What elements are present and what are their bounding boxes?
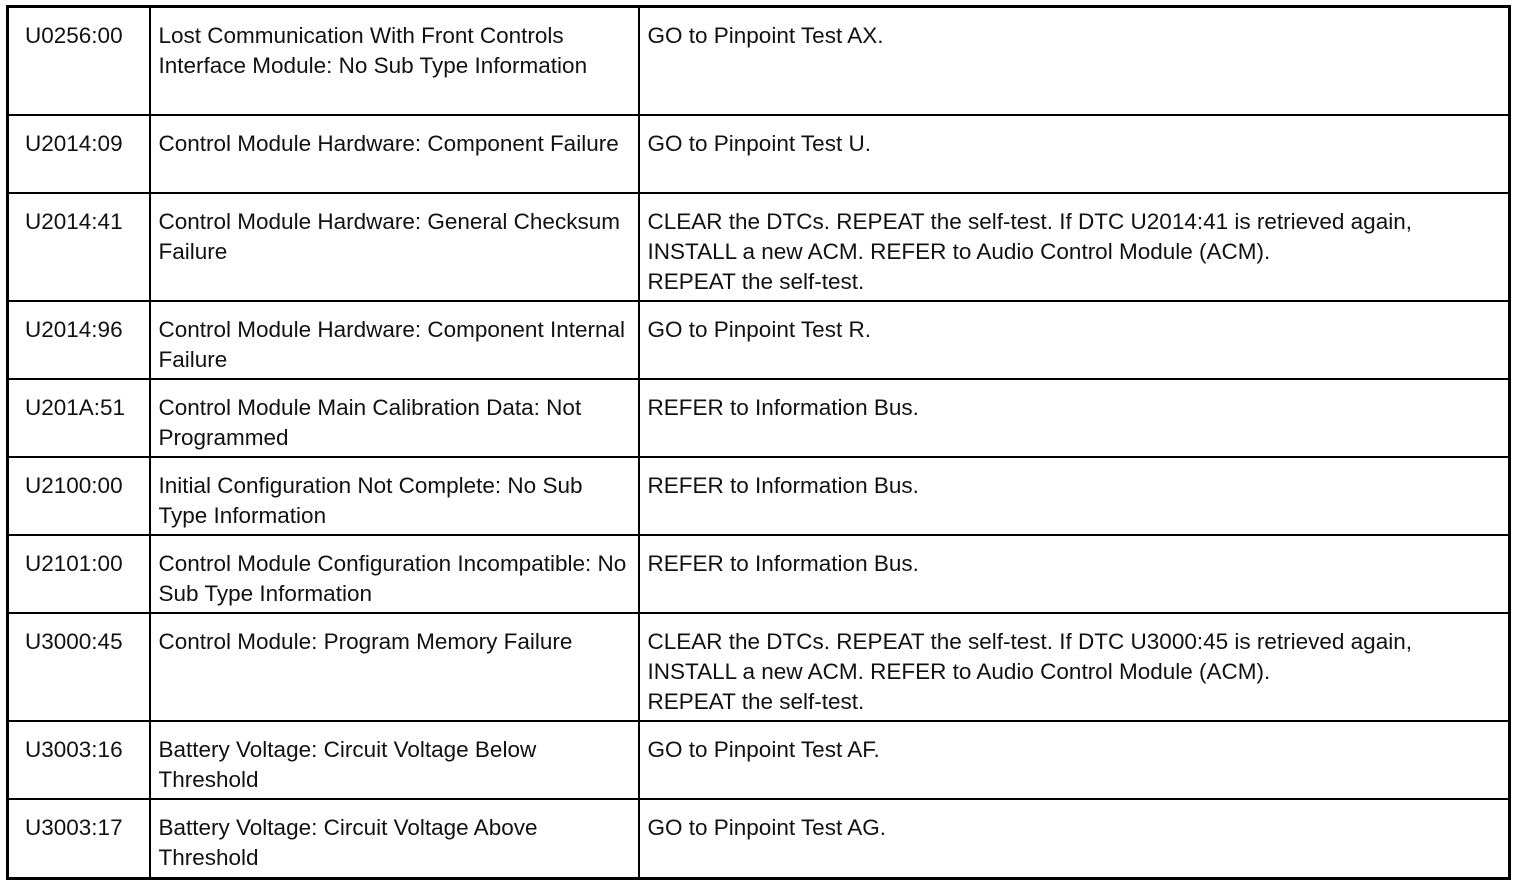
dtc-description: Control Module Main Calibration Data: Not Programmed [158, 394, 582, 450]
table-row [8, 535, 1510, 613]
dtc-code: U2014:41 [25, 208, 123, 234]
dtc-action: GO to Pinpoint Test U. [647, 130, 871, 156]
dtc-action-cell [639, 613, 1510, 721]
dtc-code: U2100:00 [25, 472, 123, 498]
dtc-action: GO to Pinpoint Test R. [647, 316, 871, 342]
dtc-action-cell [639, 379, 1510, 457]
dtc-action: GO to Pinpoint Test AG. [647, 814, 886, 840]
dtc-code-cell [8, 301, 150, 379]
dtc-action-cell [639, 301, 1510, 379]
dtc-description-cell [150, 721, 639, 799]
dtc-code: U3003:16 [25, 736, 123, 762]
dtc-description-cell [150, 379, 639, 457]
dtc-action: REFER to Information Bus. [647, 394, 919, 420]
dtc-table [6, 5, 1511, 880]
dtc-action-cell [639, 193, 1510, 301]
dtc-action: REFER to Information Bus. [647, 472, 919, 498]
table-row [8, 301, 1510, 379]
dtc-description: Lost Communication With Front Controls Interface Module: No Sub Type Information [158, 23, 588, 78]
dtc-table-body [8, 7, 1510, 879]
dtc-description-cell [150, 301, 639, 379]
dtc-description: Control Module: Program Memory Failure [158, 628, 573, 654]
dtc-description-cell [150, 535, 639, 613]
dtc-action: GO to Pinpoint Test AF. [647, 736, 880, 762]
table-row [8, 799, 1510, 879]
dtc-code: U3003:17 [25, 814, 123, 840]
dtc-code: U2014:09 [25, 130, 123, 156]
dtc-action: REFER to Information Bus. [647, 550, 919, 576]
dtc-code: U2101:00 [25, 550, 123, 576]
dtc-description-cell [150, 193, 639, 301]
dtc-description: Battery Voltage: Circuit Voltage Below Threshold [158, 736, 537, 792]
dtc-action-cell [639, 799, 1510, 879]
dtc-code-cell [8, 613, 150, 721]
dtc-code-cell [8, 535, 150, 613]
dtc-code-cell [8, 379, 150, 457]
dtc-code-cell [8, 799, 150, 879]
dtc-description-cell [150, 457, 639, 535]
dtc-code: U3000:45 [25, 628, 123, 654]
table-row [8, 379, 1510, 457]
dtc-code-cell [8, 721, 150, 799]
dtc-code: U2014:96 [25, 316, 123, 342]
dtc-code-cell [8, 115, 150, 193]
dtc-code-cell [8, 193, 150, 301]
dtc-description: Battery Voltage: Circuit Voltage Above Threshold [158, 814, 538, 870]
dtc-code: U0256:00 [25, 23, 123, 48]
dtc-description: Initial Configuration Not Complete: No Sub Type Information [158, 472, 583, 528]
table-row [8, 7, 1510, 115]
dtc-description-cell [150, 7, 639, 115]
dtc-code-cell [8, 457, 150, 535]
dtc-action: CLEAR the DTCs. REPEAT the self-test. If DTC U2014:41 is retrieved again, INSTALL a new ACM. REFER to Audio Control Module (ACM). REPEAT the self-test. [647, 208, 1412, 294]
dtc-code: U201A:51 [25, 394, 126, 420]
dtc-description-cell [150, 613, 639, 721]
dtc-action-cell [639, 721, 1510, 799]
table-row [8, 193, 1510, 301]
table-row [8, 613, 1510, 721]
dtc-action: CLEAR the DTCs. REPEAT the self-test. If DTC U3000:45 is retrieved again, INSTALL a new ACM. REFER to Audio Control Module (ACM). REPEAT the self-test. [647, 628, 1412, 714]
dtc-description: Control Module Configuration Incompatible: No Sub Type Information [158, 550, 627, 606]
dtc-code-cell [8, 7, 150, 115]
dtc-description: Control Module Hardware: Component Failure [158, 130, 619, 156]
table-row [8, 457, 1510, 535]
dtc-action-cell [639, 7, 1510, 115]
table-row [8, 115, 1510, 193]
dtc-action: GO to Pinpoint Test AX. [647, 23, 884, 48]
table-row [8, 721, 1510, 799]
dtc-action-cell [639, 535, 1510, 613]
dtc-description: Control Module Hardware: General Checksum Failure [158, 208, 620, 264]
dtc-description: Control Module Hardware: Component Internal Failure [158, 316, 625, 372]
dtc-action-cell [639, 457, 1510, 535]
dtc-description-cell [150, 115, 639, 193]
dtc-description-cell [150, 799, 639, 879]
dtc-action-cell [639, 115, 1510, 193]
